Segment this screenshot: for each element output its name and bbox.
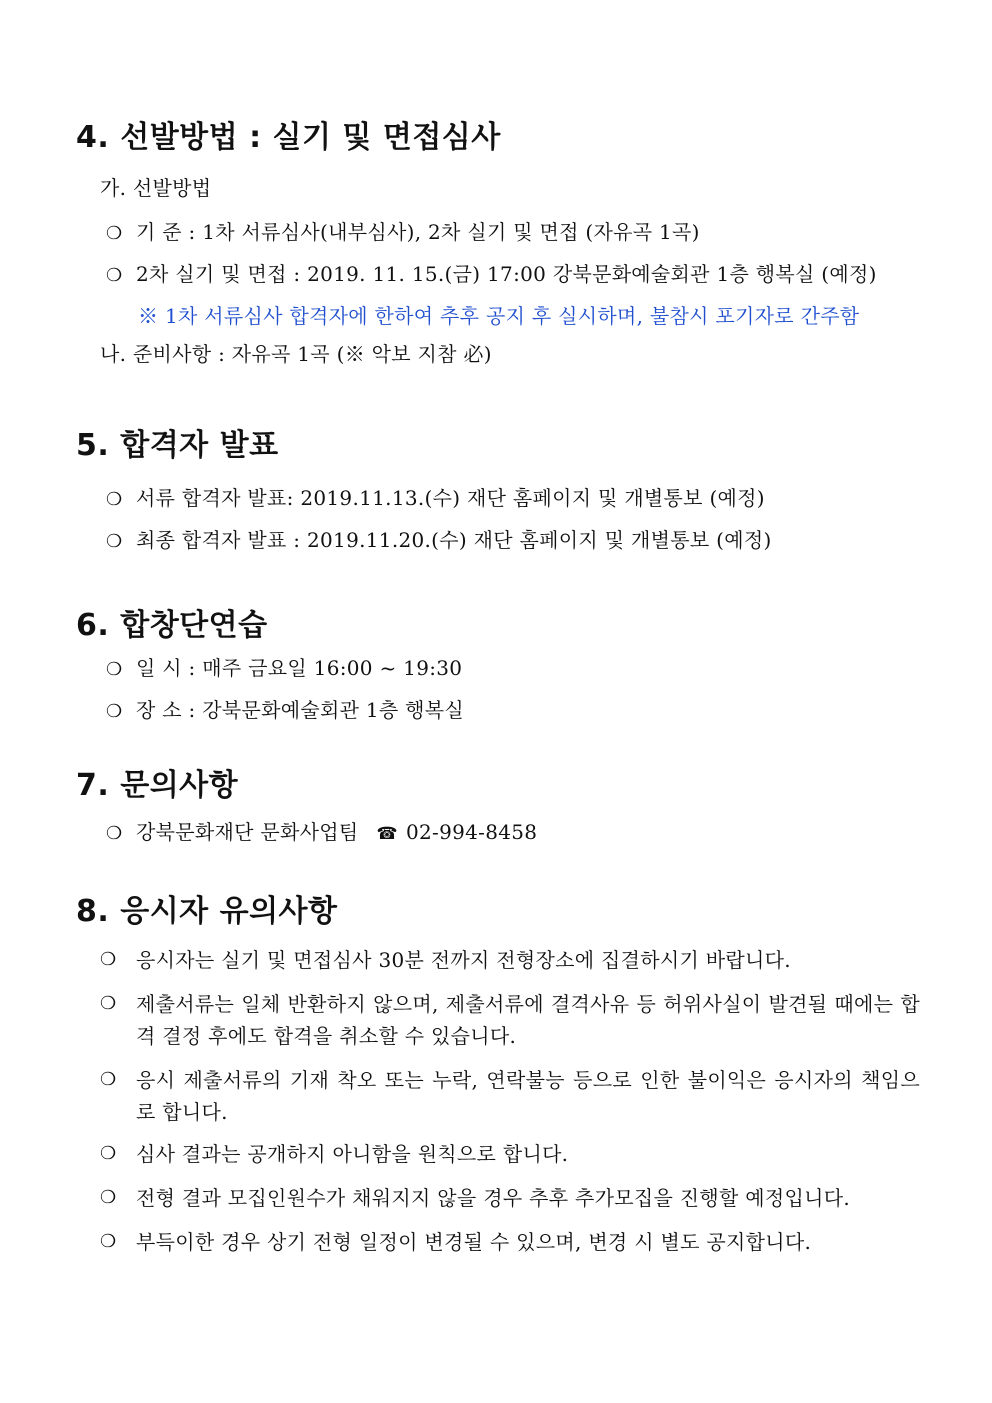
item-text: 심사 결과는 공개하지 아니함을 원칙으로 합니다.	[136, 1142, 569, 1166]
item-text: 기 준 : 1차 서류심사(내부심사), 2차 실기 및 면접 (자유곡 1곡)	[136, 220, 700, 244]
item-text: 일 시 : 매주 금요일 16:00 ~ 19:30	[136, 656, 463, 680]
item-text: 부득이한 경우 상기 전형 일정이 변경될 수 있으며, 변경 시 별도 공지합니다.	[136, 1230, 812, 1254]
circle-bullet-icon: ❍	[100, 1231, 117, 1252]
item-text: 전형 결과 모집인원수가 채워지지 않을 경우 추후 추가모집을 진행할 예정입니다.	[136, 1186, 851, 1210]
circle-bullet-icon: ❍	[100, 1069, 117, 1090]
circle-bullet-icon: ❍	[106, 823, 123, 844]
section-4-note: ※ 1차 서류심사 합격자에 한하여 추후 공지 후 실시하며, 불참시 포기자로 간주함	[138, 304, 860, 328]
item-text: 응시자는 실기 및 면접심사 30분 전까지 전형장소에 집결하시기 바랍니다.	[136, 948, 791, 972]
phone-number: 02-994-8458	[405, 820, 538, 844]
section-7-item-contact	[106, 816, 537, 845]
item-text: 강북문화재단 문화사업팀	[136, 820, 359, 844]
item-text: 서류 합격자 발표: 2019.11.13.(수) 재단 홈페이지 및 개별통보 (예정)	[136, 486, 765, 510]
section-5-item-final-result	[106, 524, 772, 553]
section-8-item	[100, 1064, 920, 1128]
item-text: 제출서류는 일체 반환하지 않으며, 제출서류에 결격사유 등 허위사실이 발견될 때에는 합격 결정 후에도 합격을 취소할 수 있습니다.	[136, 992, 920, 1048]
telephone-icon: ☎	[376, 824, 398, 844]
circle-bullet-icon: ❍	[106, 659, 123, 680]
section-8-item	[100, 1226, 920, 1258]
section-5-heading: 5. 합격자 발표	[76, 428, 279, 463]
section-7-heading: 7. 문의사항	[76, 768, 239, 803]
section-4-heading: 4. 선발방법 : 실기 및 면접심사	[76, 120, 501, 155]
section-4-subheading-a: 가. 선발방법	[100, 176, 212, 200]
circle-bullet-icon: ❍	[106, 265, 123, 286]
circle-bullet-icon: ❍	[106, 701, 123, 722]
section-4-item-criteria	[106, 216, 700, 245]
circle-bullet-icon: ❍	[100, 1187, 117, 1208]
item-text: 응시 제출서류의 기재 착오 또는 누락, 연락불능 등으로 인한 불이익은 응시자의 책임으로 합니다.	[136, 1068, 920, 1124]
circle-bullet-icon: ❍	[106, 223, 123, 244]
circle-bullet-icon: ❍	[100, 1143, 117, 1164]
section-4-item-second-round	[106, 258, 877, 287]
section-6-heading: 6. 합창단연습	[76, 608, 268, 643]
section-8-item	[100, 988, 920, 1052]
section-6-item-schedule	[106, 652, 462, 681]
section-8-item	[100, 1182, 920, 1214]
circle-bullet-icon: ❍	[100, 949, 117, 970]
section-6-item-place	[106, 694, 464, 723]
circle-bullet-icon: ❍	[100, 993, 117, 1014]
circle-bullet-icon: ❍	[106, 531, 123, 552]
section-4-subheading-b: 나. 준비사항 : 자유곡 1곡 (※ 악보 지참 必)	[100, 342, 492, 366]
item-text: 최종 합격자 발표 : 2019.11.20.(수) 재단 홈페이지 및 개별통보 (예정)	[136, 528, 772, 552]
section-8-item	[100, 1138, 920, 1170]
section-8-item	[100, 944, 920, 976]
section-8-heading: 8. 응시자 유의사항	[76, 894, 338, 929]
circle-bullet-icon: ❍	[106, 489, 123, 510]
section-5-item-document-result	[106, 482, 765, 511]
item-text: 2차 실기 및 면접 : 2019. 11. 15.(금) 17:00 강북문화예술회관 1층 행복실 (예정)	[136, 262, 877, 286]
item-text: 장 소 : 강북문화예술회관 1층 행복실	[136, 698, 465, 722]
